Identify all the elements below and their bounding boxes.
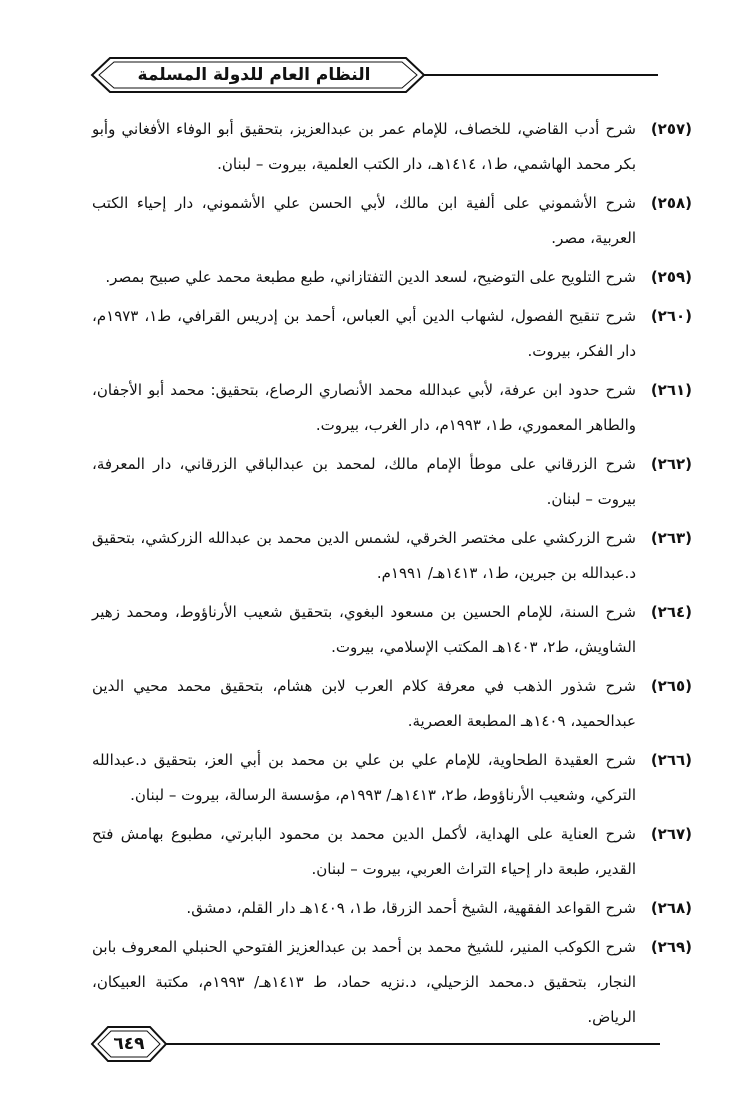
entry-number: (٢٥٩) [650,268,692,286]
entry-text: شرح العقيدة الطحاوية، للإمام علي بن علي بن محمد بن أبي العز، بتحقيق د.عبدالله التركي، وشعيب الأرناؤوط، ط٢، ١٤١٣هـ/ ١٩٩٣م، مؤسسة الرسالة، بيروت – لبنان. [92,751,636,804]
entry-text: شرح شذور الذهب في معرفة كلام العرب لابن هشام، بتحقيق محمد محيي الدين عبدالحميد، ١٤٠٩هـ المطبعة العصرية. [92,677,636,730]
entry-number: (٢٦٥) [650,677,692,695]
entry-number: (٢٥٧) [650,120,692,138]
entry-text: شرح التلويح على التوضيح، لسعد الدين التفتازاني، طبع مطبعة محمد علي صبيح بمصر. [105,268,636,286]
header-title: النظام العام للدولة المسلمة [137,65,371,85]
entry-number: (٢٦٠) [650,307,692,325]
entry-text: شرح السنة، للإمام الحسين بن مسعود البغوي، بتحقيق شعيب الأرناؤوط، ومحمد زهير الشاويش، ط٢، ١٤٠٣هـ المكتب الإسلامي، بيروت. [92,603,636,656]
page-footer [90,1024,660,1064]
entry-text: شرح الزركشي على مختصر الخرقي، لشمس الدين محمد بن عبدالله الزركشي، بتحقيق د.عبدالله بن جبرين، ط١، ١٤١٣هـ/ ١٩٩١م. [92,529,636,582]
entry-number: (٢٦٦) [650,751,692,769]
page-number: ٦٤٩ [113,1034,145,1054]
bibliography-entry [92,521,692,591]
entry-text: شرح الكوكب المنير، للشيخ محمد بن أحمد بن عبدالعزيز الفتوحي الحنبلي المعروف بابن النجار، بتحقيق د.محمد الزحيلي، د.نزيه حماد، ط ١٤١٣هـ/ ١٩٩٣م، مكتبة العبيكان، الرياض. [92,938,636,1026]
entry-text: شرح الزرقاني على موطأ الإمام مالك، لمحمد بن عبدالباقي الزرقاني، دار المعرفة، بيروت – لبنان. [92,455,636,508]
entry-number: (٢٦٧) [650,825,692,843]
entry-text: شرح حدود ابن عرفة، لأبي عبدالله محمد الأنصاري الرصاع، بتحقيق: محمد أبو الأجفان، والطاهر المعموري، ط١، ١٩٩٣م، دار الغرب، بيروت. [92,381,636,434]
bibliography-entry [92,112,692,182]
bibliography-entry [92,447,692,517]
bibliography-entry [92,669,692,739]
bibliography-entry [92,595,692,665]
entry-number: (٢٦٢) [650,455,692,473]
entry-number: (٢٦٤) [650,603,692,621]
bibliography-entry [92,743,692,813]
footer-rule [150,1043,660,1045]
bibliography-entry [92,260,692,295]
entry-number: (٢٦١) [650,381,692,399]
bibliography-entry [92,299,692,369]
header-rule [423,74,658,76]
bibliography-entry [92,930,692,1035]
entry-number: (٢٦٣) [650,529,692,547]
bibliography-entry [92,817,692,887]
entry-number: (٢٦٩) [650,938,692,956]
bibliography-entry [92,373,692,443]
bibliography-list [92,112,692,1039]
entry-text: شرح أدب القاضي، للخصاف، للإمام عمر بن عبدالعزيز، بتحقيق أبو الوفاء الأفغاني وأبو بكر محمد الهاشمي، ط١، ١٤١٤هـ، دار الكتب العلمية، بيروت – لبنان. [92,120,636,173]
entry-text: شرح الأشموني على ألفية ابن مالك، لأبي الحسن علي الأشموني، دار إحياء الكتب العربية، مصر. [92,194,636,247]
running-header [88,55,658,95]
entry-number: (٢٦٨) [650,899,692,917]
bibliography-entry [92,891,692,926]
entry-text: شرح القواعد الفقهية، الشيخ أحمد الزرقا، ط١، ١٤٠٩هـ دار القلم، دمشق. [186,899,636,917]
bibliography-entry [92,186,692,256]
entry-text: شرح تنقيح الفصول، لشهاب الدين أبي العباس، أحمد بن إدريس القرافي، ط١، ١٩٧٣م، دار الفكر، بيروت. [92,307,637,360]
entry-text: شرح العناية على الهداية، لأكمل الدين محمد بن محمود البابرتي، مطبوع بهامش فتح القدير، طبعة دار إحياء التراث العربي، بيروت – لبنان. [92,825,636,878]
entry-number: (٢٥٨) [650,194,692,212]
